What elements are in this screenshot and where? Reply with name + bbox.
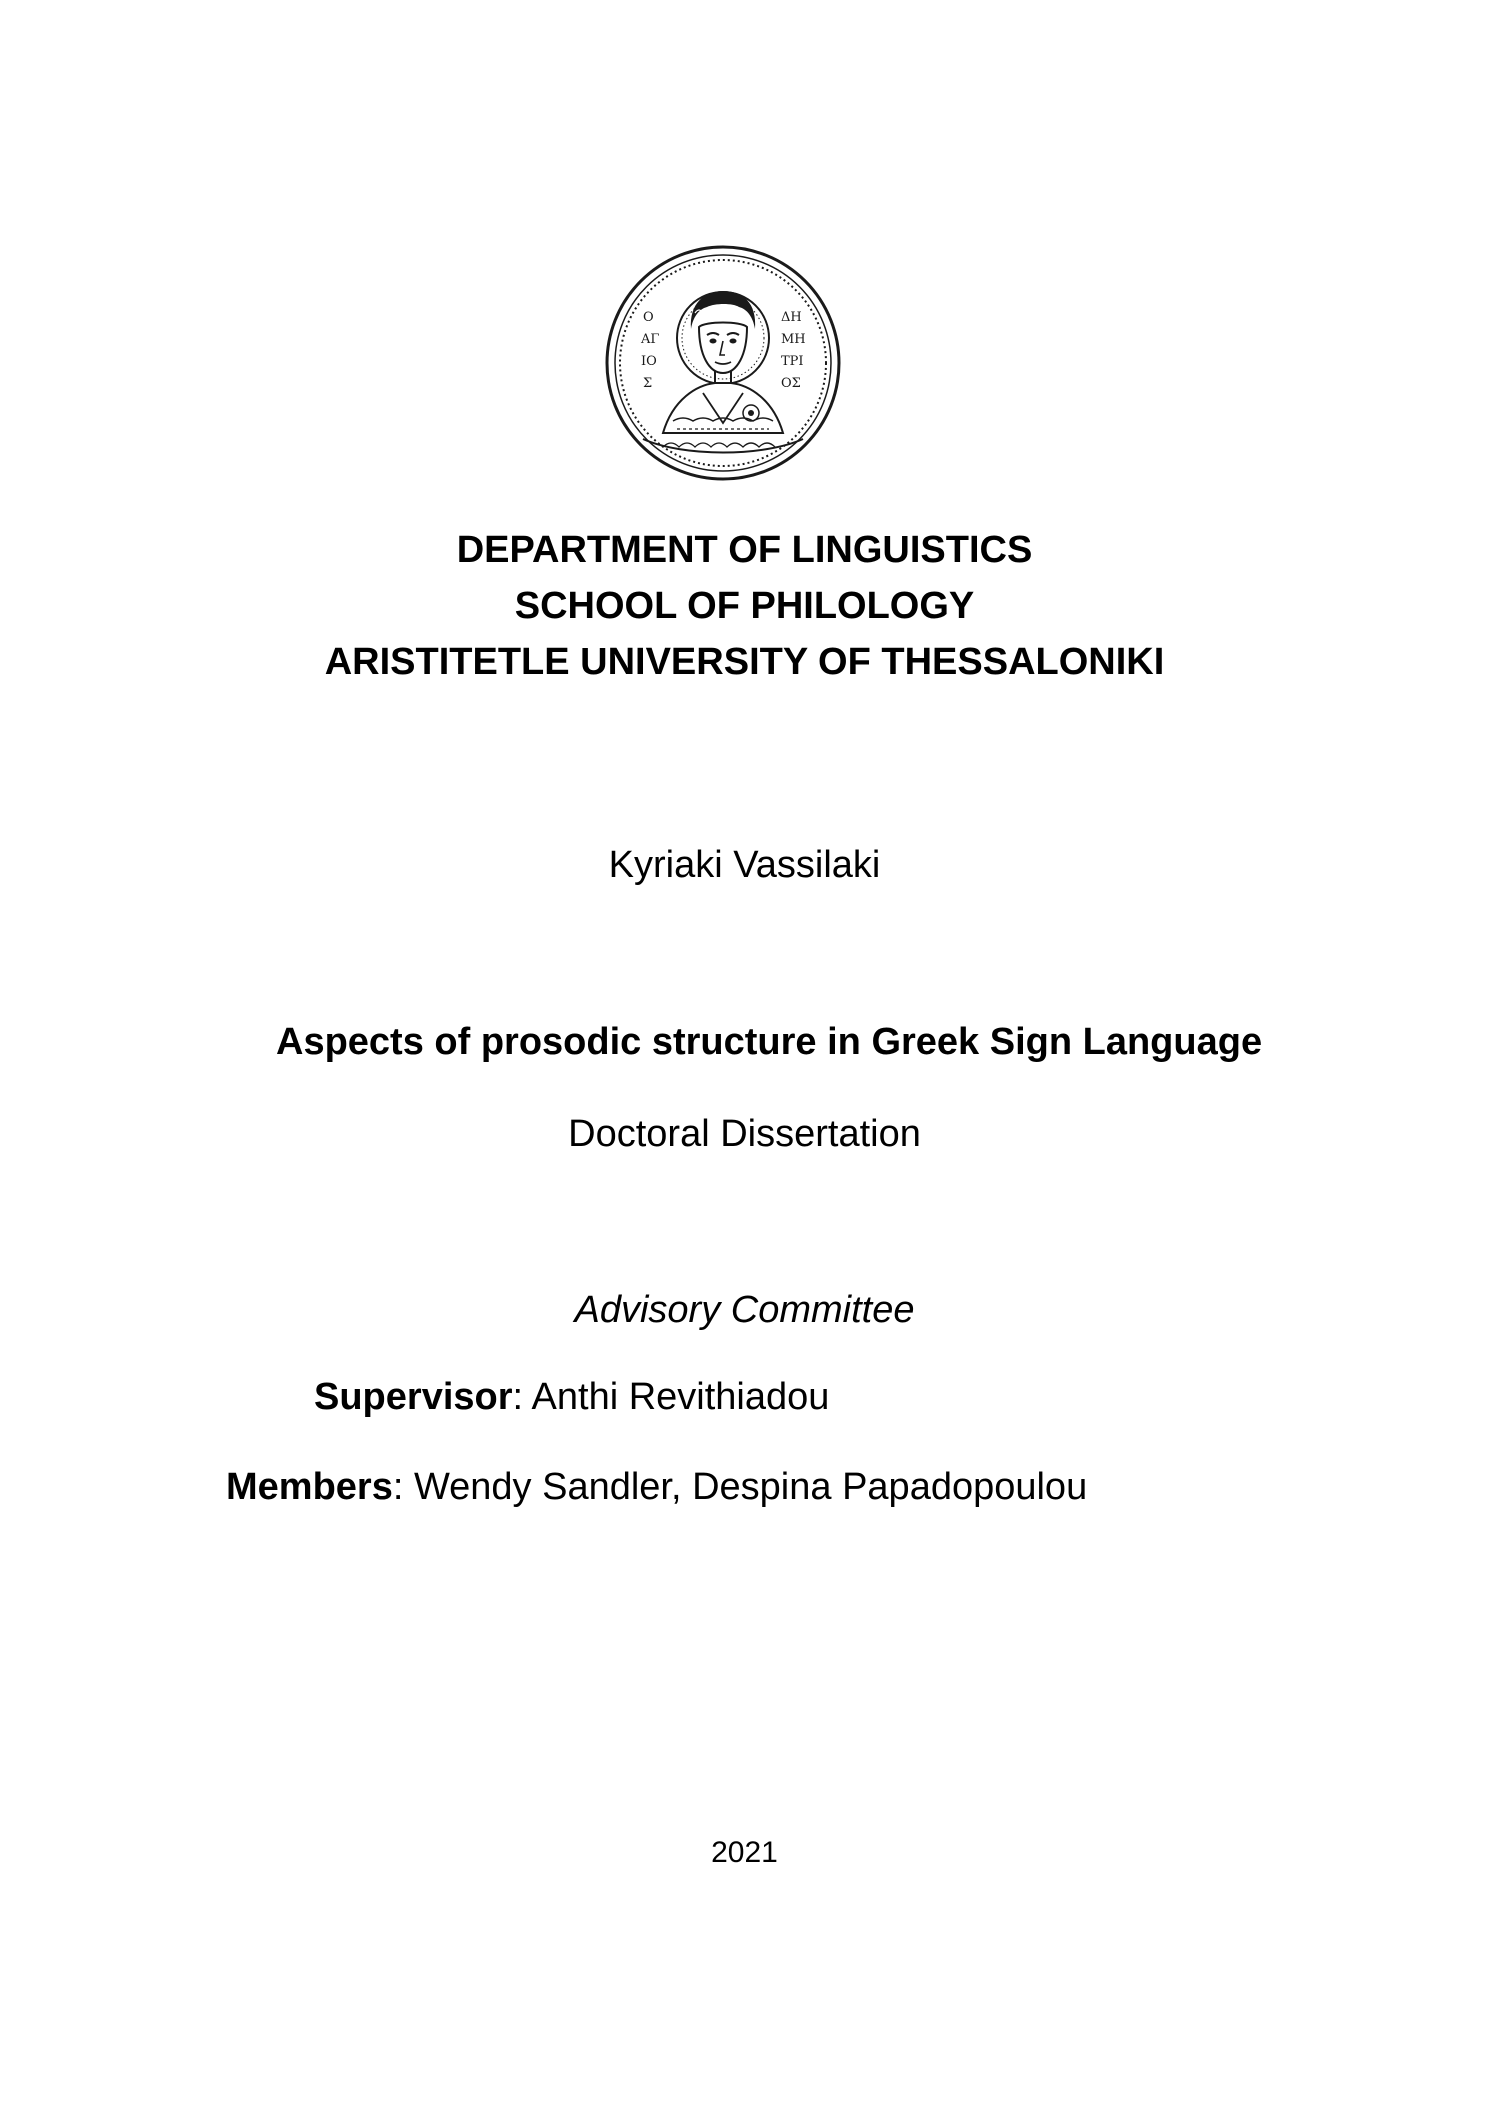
svg-text:ΑΓ: ΑΓ — [641, 332, 660, 347]
supervisor-name: Anthi Revithiadou — [523, 1376, 830, 1418]
svg-text:Σ: Σ — [643, 376, 653, 391]
department-name: DEPARTMENT OF LINGUISTICS — [456, 529, 1033, 571]
svg-text:ΔΗ: ΔΗ — [781, 310, 802, 325]
svg-text:ΤΡΙ: ΤΡΙ — [781, 354, 804, 369]
author-name: Kyriaki Vassilaki — [608, 844, 881, 886]
dissertation-title: Aspects of prosodic structure in Greek Sign Language — [276, 1021, 1263, 1063]
members-label: Members — [226, 1466, 393, 1508]
svg-text:ΙΟ: ΙΟ — [641, 354, 657, 369]
school-name: SCHOOL OF PHILOLOGY — [514, 585, 975, 627]
svg-text:ΟΣ: ΟΣ — [781, 376, 801, 391]
members-names: Wendy Sandler, Despina Papadopoulou — [403, 1466, 1088, 1508]
members-separator: : — [392, 1466, 404, 1508]
university-name: ARISTITETLE UNIVERSITY OF THESSALONIKI — [324, 641, 1165, 683]
committee-heading: Advisory Committee — [574, 1289, 915, 1331]
institution-block — [0, 522, 1489, 690]
university-seal-icon — [603, 243, 843, 483]
dissertation-type: Doctoral Dissertation — [568, 1113, 921, 1155]
supervisor-label: Supervisor — [314, 1376, 513, 1418]
supervisor-line — [314, 1372, 829, 1422]
supervisor-separator: : — [512, 1376, 524, 1418]
svg-text:ΜΗ: ΜΗ — [781, 332, 806, 347]
members-line — [226, 1462, 1087, 1512]
publication-year: 2021 — [711, 1836, 778, 1869]
svg-text:Ο: Ο — [643, 310, 654, 325]
